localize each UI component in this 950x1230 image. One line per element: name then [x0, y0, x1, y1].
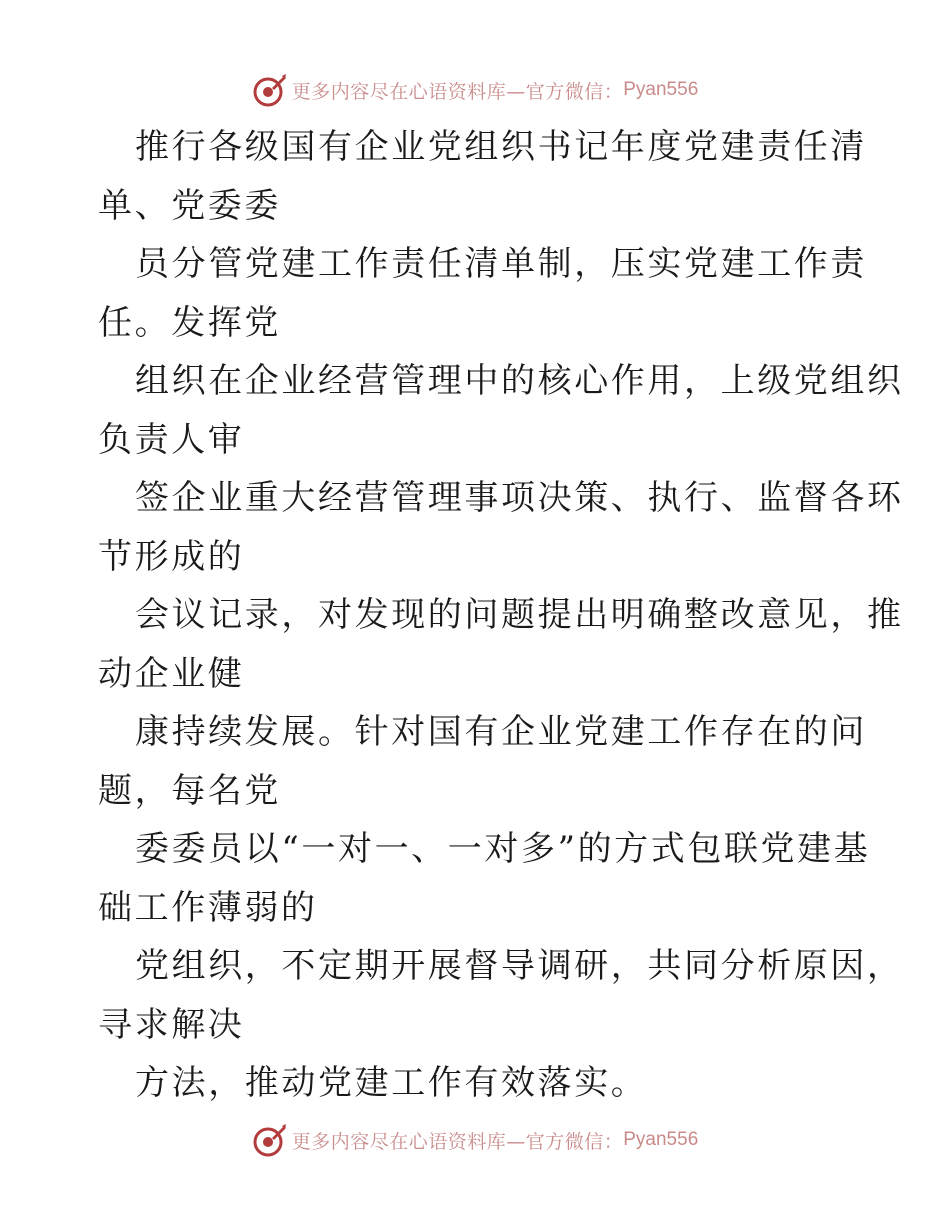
- text-line: 题，每名党: [98, 770, 281, 811]
- text-line: 会议记录，对发现的问题提出明确整改意见，推: [135, 595, 904, 635]
- text-line: 动企业健: [98, 653, 245, 694]
- footer-watermark: [0, 1120, 950, 1160]
- text-line: 康持续发展。针对国有企业党建工作存在的问: [135, 712, 867, 752]
- logo-icon: [252, 1122, 288, 1158]
- text-line: 任。发挥党: [98, 302, 281, 343]
- text-line: 签企业重大经营管理事项决策、执行、监督各环: [135, 478, 904, 518]
- text-line: 础工作薄弱的: [98, 887, 318, 928]
- watermark-text: 更多内容尽在心语资料库—官方微信：: [291, 80, 624, 103]
- text-line: 单、党委委: [98, 185, 281, 226]
- text-line: 方法，推动党建工作有效落实。: [135, 1063, 648, 1103]
- text-line: 委委员以“一对一、一对多”的方式包联党建基: [135, 829, 871, 869]
- text-line: 组织在企业经营管理中的核心作用，上级党组织: [135, 361, 904, 401]
- text-line: 负责人审: [98, 419, 245, 460]
- text-line: 节形成的: [98, 536, 245, 577]
- text-line: 党组织，不定期开展督导调研，共同分析原因，: [135, 946, 904, 986]
- text-line: 推行各级国有企业党组织书记年度党建责任清: [135, 127, 867, 167]
- watermark-wechat-id: Pyan556: [623, 79, 699, 100]
- watermark-wechat-id: Pyan556: [623, 1129, 699, 1150]
- text-line: 员分管党建工作责任清单制，压实党建工作责: [135, 244, 867, 284]
- logo-icon: [252, 72, 288, 108]
- watermark-text: 更多内容尽在心语资料库—官方微信：: [291, 1130, 624, 1153]
- header-watermark: [0, 70, 950, 110]
- document-body: [98, 118, 904, 1113]
- text-line: 寻求解决: [98, 1004, 245, 1045]
